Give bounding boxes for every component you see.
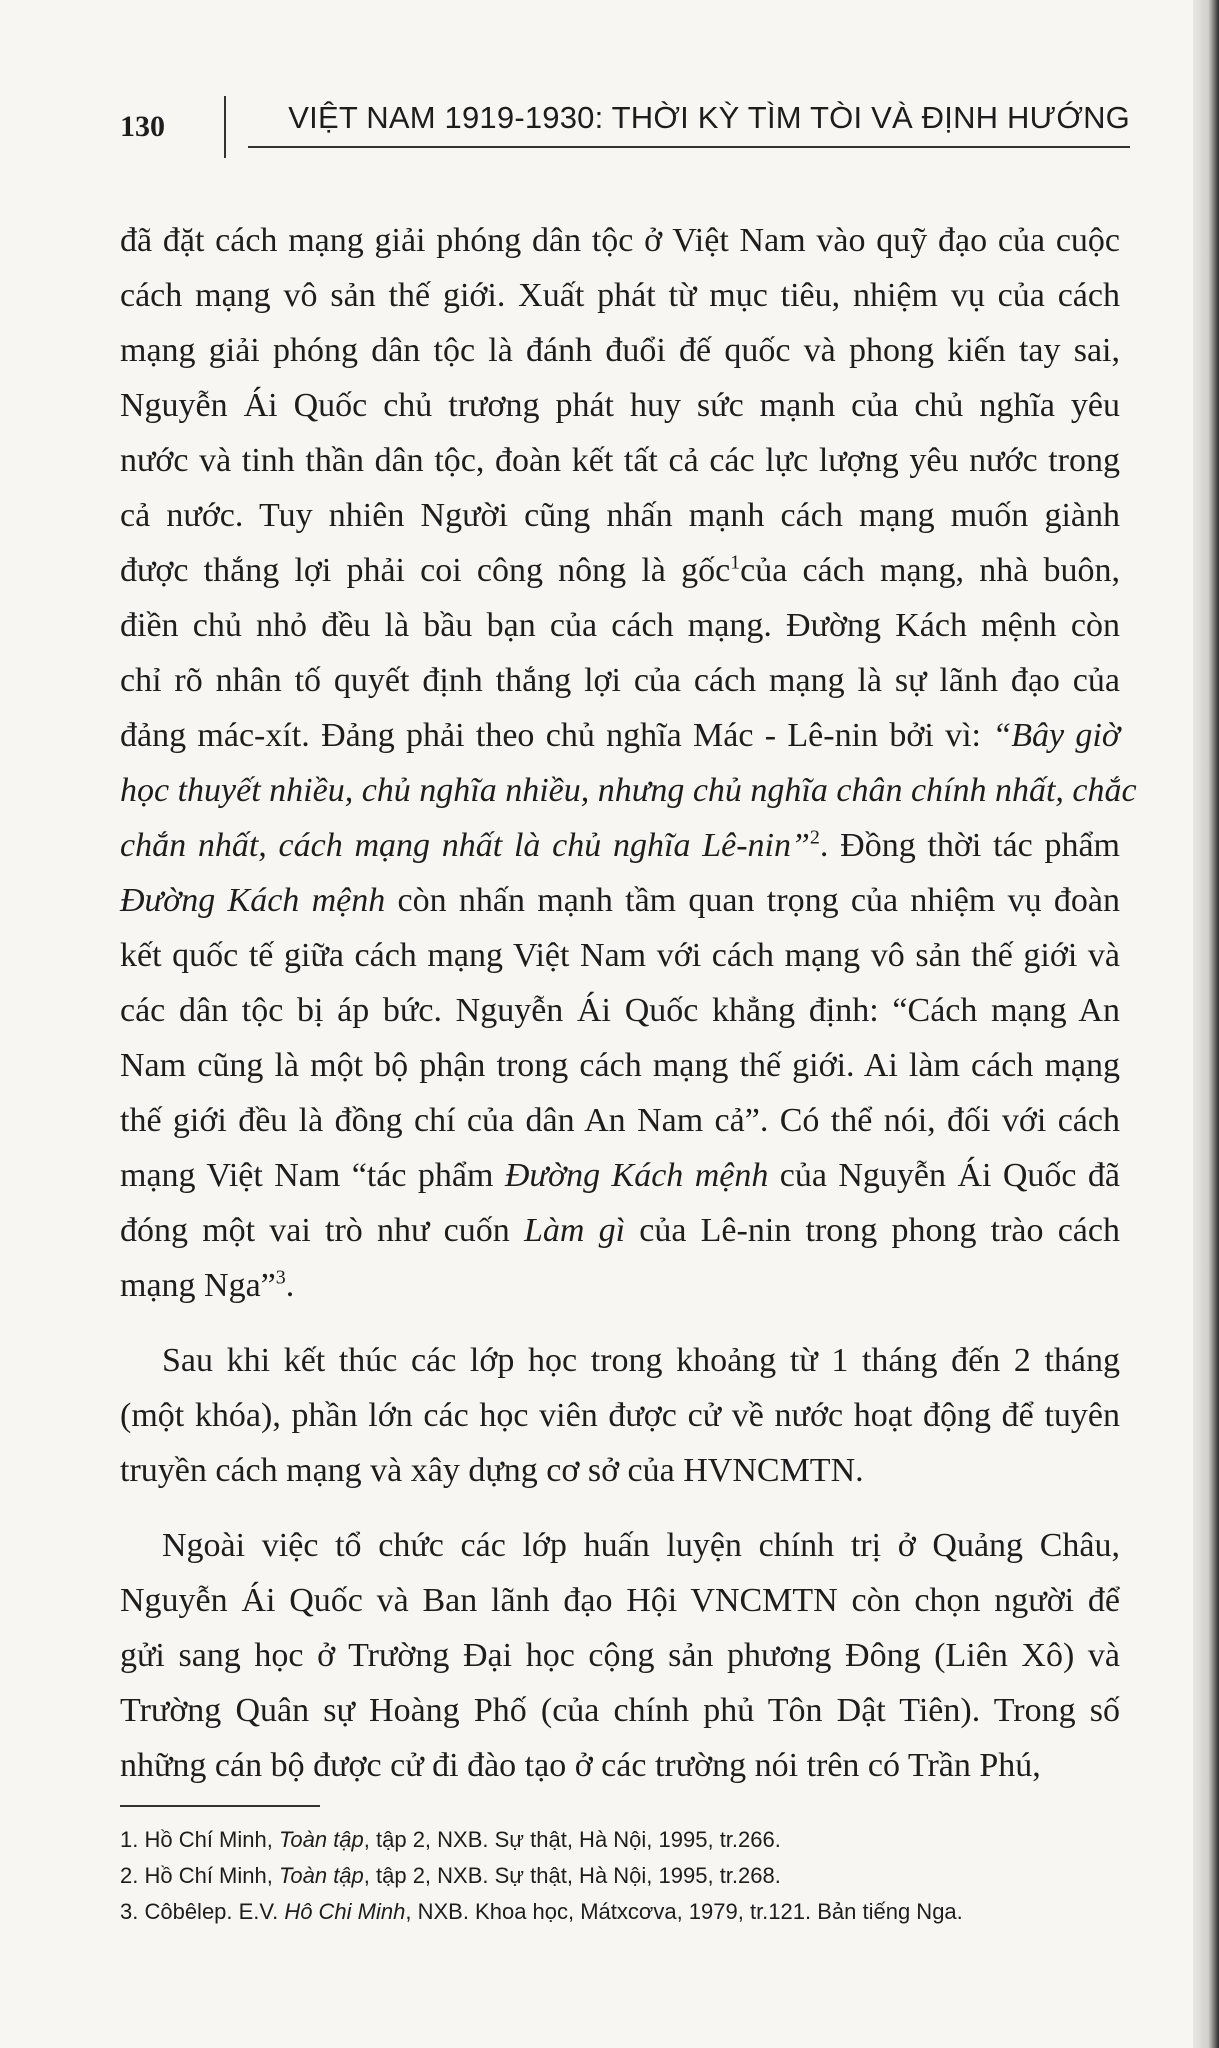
text-run: “Bây giờ	[992, 717, 1120, 754]
text-line	[120, 928, 1120, 983]
text-run: mạng Việt Nam “tác phẩm	[120, 1157, 505, 1194]
text-run: . Đồng thời tác phẩm	[819, 827, 1120, 864]
text-line	[120, 1628, 1120, 1683]
paragraph	[120, 1333, 1120, 1498]
footnote-item	[120, 1858, 1120, 1894]
header-rule	[248, 146, 1130, 148]
text-run: kết quốc tế giữa cách mạng Việt Nam với cách mạng vô sản thế giới và	[120, 937, 1120, 974]
text-line	[120, 1038, 1120, 1093]
text-line	[120, 1203, 1120, 1258]
text-line	[120, 1093, 1120, 1148]
footnote-item	[120, 1894, 1120, 1930]
text-run: của cách mạng, nhà buôn,	[740, 552, 1120, 589]
paragraph	[120, 213, 1137, 1313]
text-run: gửi sang học ở Trường Đại học cộng sản phương Đông (Liên Xô) và	[120, 1637, 1120, 1674]
text-run: chắn nhất, cách mạng nhất là chủ nghĩa Lê-nin”	[120, 827, 810, 864]
text-line	[120, 873, 1120, 928]
text-line	[120, 1518, 1120, 1573]
text-line	[120, 1148, 1120, 1203]
text-run: còn nhấn mạnh tầm quan trọng của nhiệm vụ đoàn	[385, 882, 1120, 919]
text-run: thế giới đều là đồng chí của dân An Nam cả”. Có thể nói, đối với cách	[120, 1102, 1120, 1139]
text-run: (một khóa), phần lớn các học viên được cử về nước hoạt động để tuyên	[120, 1397, 1120, 1434]
text-line	[120, 1258, 1120, 1313]
footnotes	[120, 1822, 1120, 1930]
text-run: chỉ rõ nhân tố quyết định thắng lợi của cách mạng là sự lãnh đạo của	[120, 662, 1120, 699]
header-divider	[224, 96, 226, 158]
text-run: điền chủ nhỏ đều là bầu bạn của cách mạng. Đường Kách mệnh còn	[120, 607, 1120, 644]
text-run: 1. Hồ Chí Minh,	[120, 1827, 279, 1852]
page-number: 130	[120, 110, 165, 143]
text-line	[120, 543, 1120, 598]
text-line	[120, 708, 1120, 763]
text-line	[120, 1388, 1120, 1443]
text-run: những cán bộ được cử đi đào tạo ở các trường nói trên có Trần Phú,	[120, 1747, 1041, 1784]
page-header	[120, 96, 1130, 166]
page-edge-shadow	[1193, 0, 1219, 2048]
text-run: Hô Chi Minh	[284, 1899, 406, 1924]
text-line	[120, 763, 1137, 818]
text-line	[120, 1573, 1120, 1628]
text-run: , tập 2, NXB. Sự thật, Hà Nội, 1995, tr.268.	[363, 1863, 781, 1888]
text-run: Đường Kách mệnh	[504, 1157, 769, 1194]
footnote-item	[120, 1822, 1120, 1858]
text-run: Nam cũng là một bộ phận trong cách mạng thế giới. Ai làm cách mạng	[120, 1047, 1120, 1084]
text-line	[120, 378, 1120, 433]
text-run: cả nước. Tuy nhiên Người cũng nhấn mạnh cách mạng muốn giành	[120, 497, 1120, 534]
text-run: Ngoài việc tổ chức các lớp huấn luyện chính trị ở Quảng Châu,	[162, 1527, 1120, 1564]
text-run: cách mạng vô sản thế giới. Xuất phát từ mục tiêu, nhiệm vụ của cách	[120, 277, 1120, 314]
text-run: đảng mác-xít. Đảng phải theo chủ nghĩa Mác - Lê-nin bởi vì:	[120, 717, 993, 754]
text-run: Toàn tập	[278, 1863, 364, 1888]
text-run: của Lê-nin trong phong trào cách	[625, 1212, 1120, 1249]
running-title: VIỆT NAM 1919-1930: THỜI KỲ TÌM TÒI VÀ ĐỊNH HƯỚNG	[288, 100, 1130, 135]
text-run: , NXB. Khoa học, Mátxcơva, 1979, tr.121. Bản tiếng Nga.	[405, 1899, 963, 1924]
text-run: đóng một vai trò như cuốn	[120, 1212, 524, 1249]
text-line	[120, 1683, 1120, 1738]
text-run: Đường Kách mệnh	[120, 882, 386, 919]
text-run: Sau khi kết thúc các lớp học trong khoảng từ 1 tháng đến 2 tháng	[162, 1342, 1120, 1379]
text-run: .	[285, 1267, 295, 1304]
text-run: các dân tộc bị áp bức. Nguyễn Ái Quốc khẳng định: “Cách mạng An	[120, 992, 1120, 1029]
text-line	[120, 1443, 1120, 1498]
text-line	[120, 268, 1120, 323]
footnote-rule	[120, 1805, 320, 1807]
text-run: Trường Quân sự Hoàng Phố (của chính phủ Tôn Dật Tiên). Trong số	[120, 1692, 1120, 1729]
text-line	[120, 213, 1120, 268]
text-line	[120, 653, 1120, 708]
text-line	[120, 983, 1120, 1038]
footnote-marker: 1	[730, 551, 741, 574]
text-run: Nguyễn Ái Quốc chủ trương phát huy sức mạnh của chủ nghĩa yêu	[120, 387, 1120, 424]
text-line	[120, 598, 1120, 653]
text-line	[120, 488, 1120, 543]
text-run: 2. Hồ Chí Minh,	[120, 1863, 279, 1888]
text-line	[120, 1738, 1120, 1793]
text-run: được thắng lợi phải coi công nông là gốc	[120, 552, 731, 589]
paragraph	[120, 1518, 1120, 1793]
text-run: nước và tinh thần dân tộc, đoàn kết tất cả các lực lượng yêu nước trong	[120, 442, 1120, 479]
text-run: của Nguyễn Ái Quốc đã	[768, 1157, 1121, 1194]
text-run: đã đặt cách mạng giải phóng dân tộc ở Việt Nam vào quỹ đạo của cuộc	[120, 222, 1120, 259]
text-line	[120, 323, 1120, 378]
text-run: mạng Nga”	[120, 1267, 276, 1304]
text-line	[120, 818, 1120, 873]
text-run: Làm gì	[523, 1212, 626, 1249]
text-run: mạng giải phóng dân tộc là đánh đuổi đế quốc và phong kiến tay sai,	[120, 332, 1120, 369]
text-run: học thuyết nhiều, chủ nghĩa nhiều, nhưng chủ nghĩa chân chính nhất, chắc	[120, 772, 1137, 809]
text-line	[120, 1333, 1120, 1388]
footnote-marker: 2	[809, 826, 820, 849]
text-run: Nguyễn Ái Quốc và Ban lãnh đạo Hội VNCMTN còn chọn người để	[120, 1582, 1120, 1619]
text-run: 3. Côbêlep. E.V.	[120, 1899, 285, 1924]
body-text	[120, 213, 1137, 1813]
text-line	[120, 433, 1120, 488]
footnote-marker: 3	[275, 1266, 286, 1289]
text-run: , tập 2, NXB. Sự thật, Hà Nội, 1995, tr.266.	[363, 1827, 781, 1852]
text-run: Toàn tập	[278, 1827, 364, 1852]
text-run: truyền cách mạng và xây dựng cơ sở của HVNCMTN.	[120, 1452, 864, 1489]
